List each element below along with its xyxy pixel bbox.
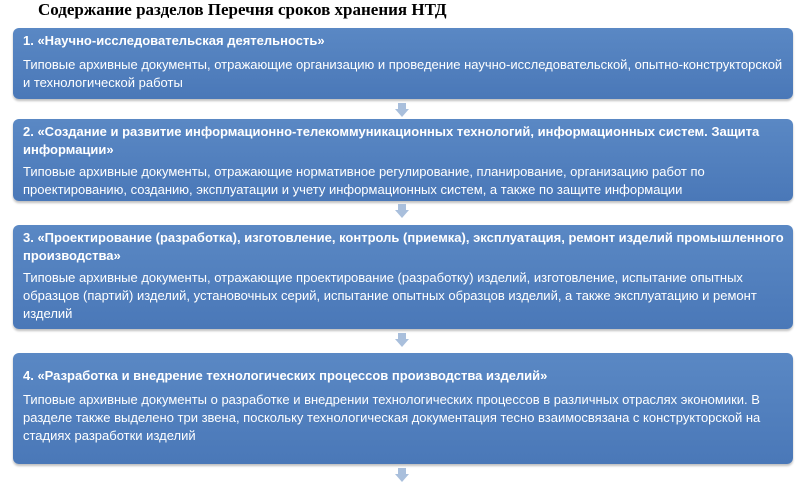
- down-arrow-icon: [395, 333, 409, 347]
- down-arrow-icon: [395, 103, 409, 117]
- down-arrow-icon: [395, 204, 409, 218]
- section-box-3: [13, 225, 793, 329]
- section-box-2: [13, 119, 793, 201]
- section-heading: 3. «Проектирование (разработка), изготовление, контроль (приемка), эксплуатация, ремонт изделий промышленного производства»: [23, 230, 784, 263]
- section-heading: 4. «Разработка и внедрение технологических процессов производства изделий»: [23, 368, 548, 383]
- down-arrow-icon: [395, 468, 409, 482]
- section-text: Типовые архивные документы, отражающие проектирование (разработку) изделий, изготовление, испытание опытных образцов (партий) изделий, установочных серий, испытание опытных образцов изделий, а также эксплуатацию и ремонт изделий: [23, 270, 757, 321]
- section-box-4: [13, 353, 793, 464]
- section-text: Типовые архивные документы, отражающие организацию и проведение научно-исследовательской, опытно-конструкторской и технологической работы: [23, 57, 783, 90]
- diagram-title: Содержание разделов Перечня сроков хранения НТД: [38, 0, 447, 19]
- section-box-1: [13, 28, 793, 99]
- section-text: Типовые архивные документы, отражающие нормативное регулирование, планирование, организацию работ по проектированию, созданию, эксплуатации и учету информационных систем, а также по защите информации: [23, 164, 705, 197]
- section-heading: 2. «Создание и развитие информационно-телекоммуникационных технологий, информационных систем. Защита информации»: [23, 124, 760, 157]
- section-heading: 1. «Научно-исследовательская деятельность»: [23, 33, 325, 48]
- section-text: Типовые архивные документы о разработке и внедрении технологических процессов в различных отраслях экономики. В разделе также выделено три звена, поскольку технологическая документация тесно взаимосвязана с конструкторской на стадиях разработки изделий: [23, 392, 761, 443]
